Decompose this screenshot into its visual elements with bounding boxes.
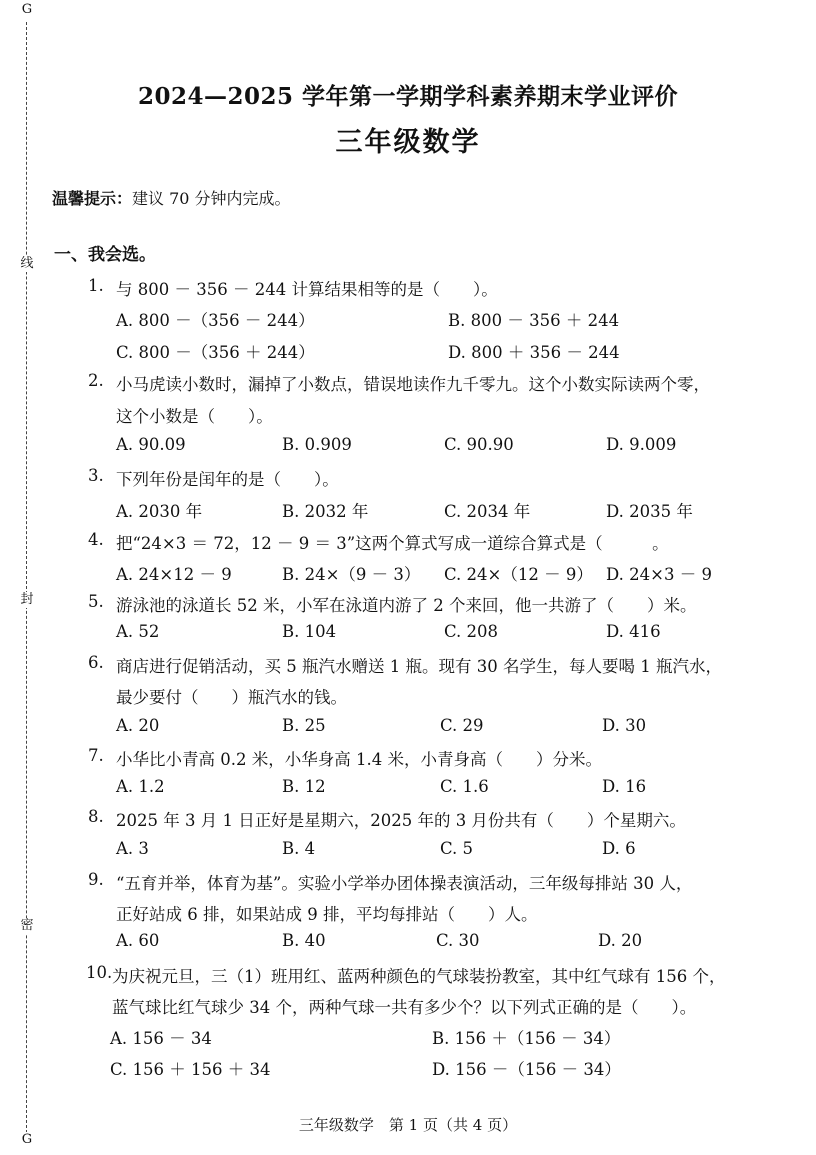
answer-option[interactable]: A. 156 － 34	[110, 1029, 212, 1048]
answer-option[interactable]: D. 9.009	[606, 435, 677, 454]
binding-mark-line: 线	[18, 256, 36, 272]
answer-option[interactable]: A. 52	[116, 622, 160, 641]
question-text: 为庆祝元旦，三（1）班用红、蓝两种颜色的气球装扮教室，其中红气球有 156 个，	[112, 967, 726, 986]
question-number: 6.	[88, 653, 104, 672]
answer-option[interactable]: D. 6	[602, 839, 636, 858]
page-footer: 三年级数学 第 1 页（共 4 页）	[298, 1116, 518, 1134]
question-text: 游泳池的泳道长 52 米，小军在泳道内游了 2 个来回，他一共游了（ ）米。	[116, 596, 697, 615]
answer-option[interactable]: A. 3	[116, 839, 149, 858]
answer-option[interactable]: A. 60	[116, 931, 160, 950]
question-text: 把“24×3 ＝ 72，12 － 9 ＝ 3”这两个算式写成一道综合算式是（ 。	[116, 534, 669, 553]
answer-option[interactable]: C. 156 ＋ 156 ＋ 34	[110, 1060, 271, 1079]
question-number: 3.	[88, 466, 104, 485]
question-number: 1.	[88, 276, 104, 295]
question-text: 下列年份是闰年的是（ ）。	[116, 470, 339, 489]
answer-option[interactable]: C. 30	[436, 931, 480, 950]
question-text: 2025 年 3 月 1 日正好是星期六，2025 年的 3 月份共有（ ）个星期六。	[116, 811, 686, 830]
answer-option[interactable]: B. 0.909	[282, 435, 352, 454]
exam-subtitle: 三年级数学	[335, 127, 481, 158]
question-text: 这个小数是（ ）。	[116, 407, 273, 426]
question-text: 蓝气球比红气球少 34 个，两种气球一共有多少个？以下列式正确的是（ ）。	[112, 998, 697, 1017]
question-text: “五育并举，体育为基”。实验小学举办团体操表演活动，三年级每排站 30 人，	[116, 874, 693, 893]
answer-option[interactable]: A. 90.09	[116, 435, 186, 454]
section-heading: 一、我会选。	[54, 245, 156, 265]
answer-option[interactable]: A. 1.2	[116, 777, 165, 796]
tip	[52, 186, 291, 209]
answer-option[interactable]: B. 24×（9 － 3）	[282, 565, 421, 584]
answer-option[interactable]: D. 800 ＋ 356 － 244	[448, 343, 620, 362]
question-number: 9.	[88, 870, 104, 889]
question-text: 与 800 － 356 － 244 计算结果相等的是（ ）。	[116, 280, 498, 299]
question-number: 10.	[86, 963, 113, 982]
question-number: 5.	[88, 592, 104, 611]
exam-title: 2024—2025 学年第一学期学科素养期末学业评价	[137, 83, 679, 110]
answer-option[interactable]: C. 208	[444, 622, 499, 641]
answer-option[interactable]: C. 90.90	[444, 435, 514, 454]
answer-option[interactable]: D. 416	[606, 622, 661, 641]
answer-option[interactable]: B. 4	[282, 839, 316, 858]
answer-option[interactable]: D. 30	[602, 716, 647, 735]
answer-option[interactable]: A. 20	[116, 716, 160, 735]
answer-option[interactable]: B. 40	[282, 931, 326, 950]
binding-margin	[0, 0, 50, 1155]
question-text: 正好站成 6 排，如果站成 9 排，平均每排站（ ）人。	[116, 905, 538, 924]
binding-mark-seal: 封	[18, 592, 36, 608]
question-number: 8.	[88, 807, 104, 826]
question-number: 4.	[88, 530, 104, 549]
answer-option[interactable]: B. 2032 年	[282, 502, 369, 521]
question-text: 小华比小青高 0.2 米，小华身高 1.4 米，小青身高（ ）分米。	[116, 750, 602, 769]
answer-option[interactable]: A. 800 －（356 － 244）	[116, 311, 315, 330]
answer-option[interactable]: A. 2030 年	[116, 502, 203, 521]
answer-option[interactable]: C. 24×（12 － 9）	[444, 565, 593, 584]
answer-option[interactable]: B. 25	[282, 716, 326, 735]
answer-option[interactable]: D. 16	[602, 777, 647, 796]
answer-option[interactable]: B. 156 ＋（156 － 34）	[432, 1029, 621, 1048]
binding-mark-top: G	[18, 2, 36, 18]
answer-option[interactable]: A. 24×12 － 9	[116, 565, 232, 584]
answer-option[interactable]: C. 800 －（356 ＋ 244）	[116, 343, 315, 362]
answer-option[interactable]: B. 800 － 356 ＋ 244	[448, 311, 620, 330]
binding-mark-bottom: G	[18, 1132, 36, 1148]
answer-option[interactable]: C. 1.6	[440, 777, 489, 796]
binding-dashed-line	[26, 22, 27, 1133]
answer-option[interactable]: C. 2034 年	[444, 502, 531, 521]
answer-option[interactable]: D. 2035 年	[606, 502, 693, 521]
question-text: 最少要付（ ）瓶汽水的钱。	[116, 688, 347, 707]
tip-label: 温馨提示：	[52, 189, 133, 208]
answer-option[interactable]: C. 29	[440, 716, 484, 735]
answer-option[interactable]: B. 104	[282, 622, 337, 641]
answer-option[interactable]: B. 12	[282, 777, 326, 796]
answer-option[interactable]: D. 20	[598, 931, 643, 950]
tip-text: 建议 70 分钟内完成。	[132, 189, 291, 208]
question-text: 小马虎读小数时，漏掉了小数点，错误地读作九千零九。这个小数实际读两个零，	[116, 375, 710, 394]
question-number: 2.	[88, 371, 104, 390]
question-number: 7.	[88, 746, 104, 765]
question-text: 商店进行促销活动，买 5 瓶汽水赠送 1 瓶。现有 30 名学生，每人要喝 1 瓶汽水，	[116, 657, 722, 676]
answer-option[interactable]: D. 24×3 － 9	[606, 565, 712, 584]
answer-option[interactable]: C. 5	[440, 839, 474, 858]
answer-option[interactable]: D. 156 －（156 － 34）	[432, 1060, 621, 1079]
binding-mark-secret: 密	[18, 918, 36, 934]
